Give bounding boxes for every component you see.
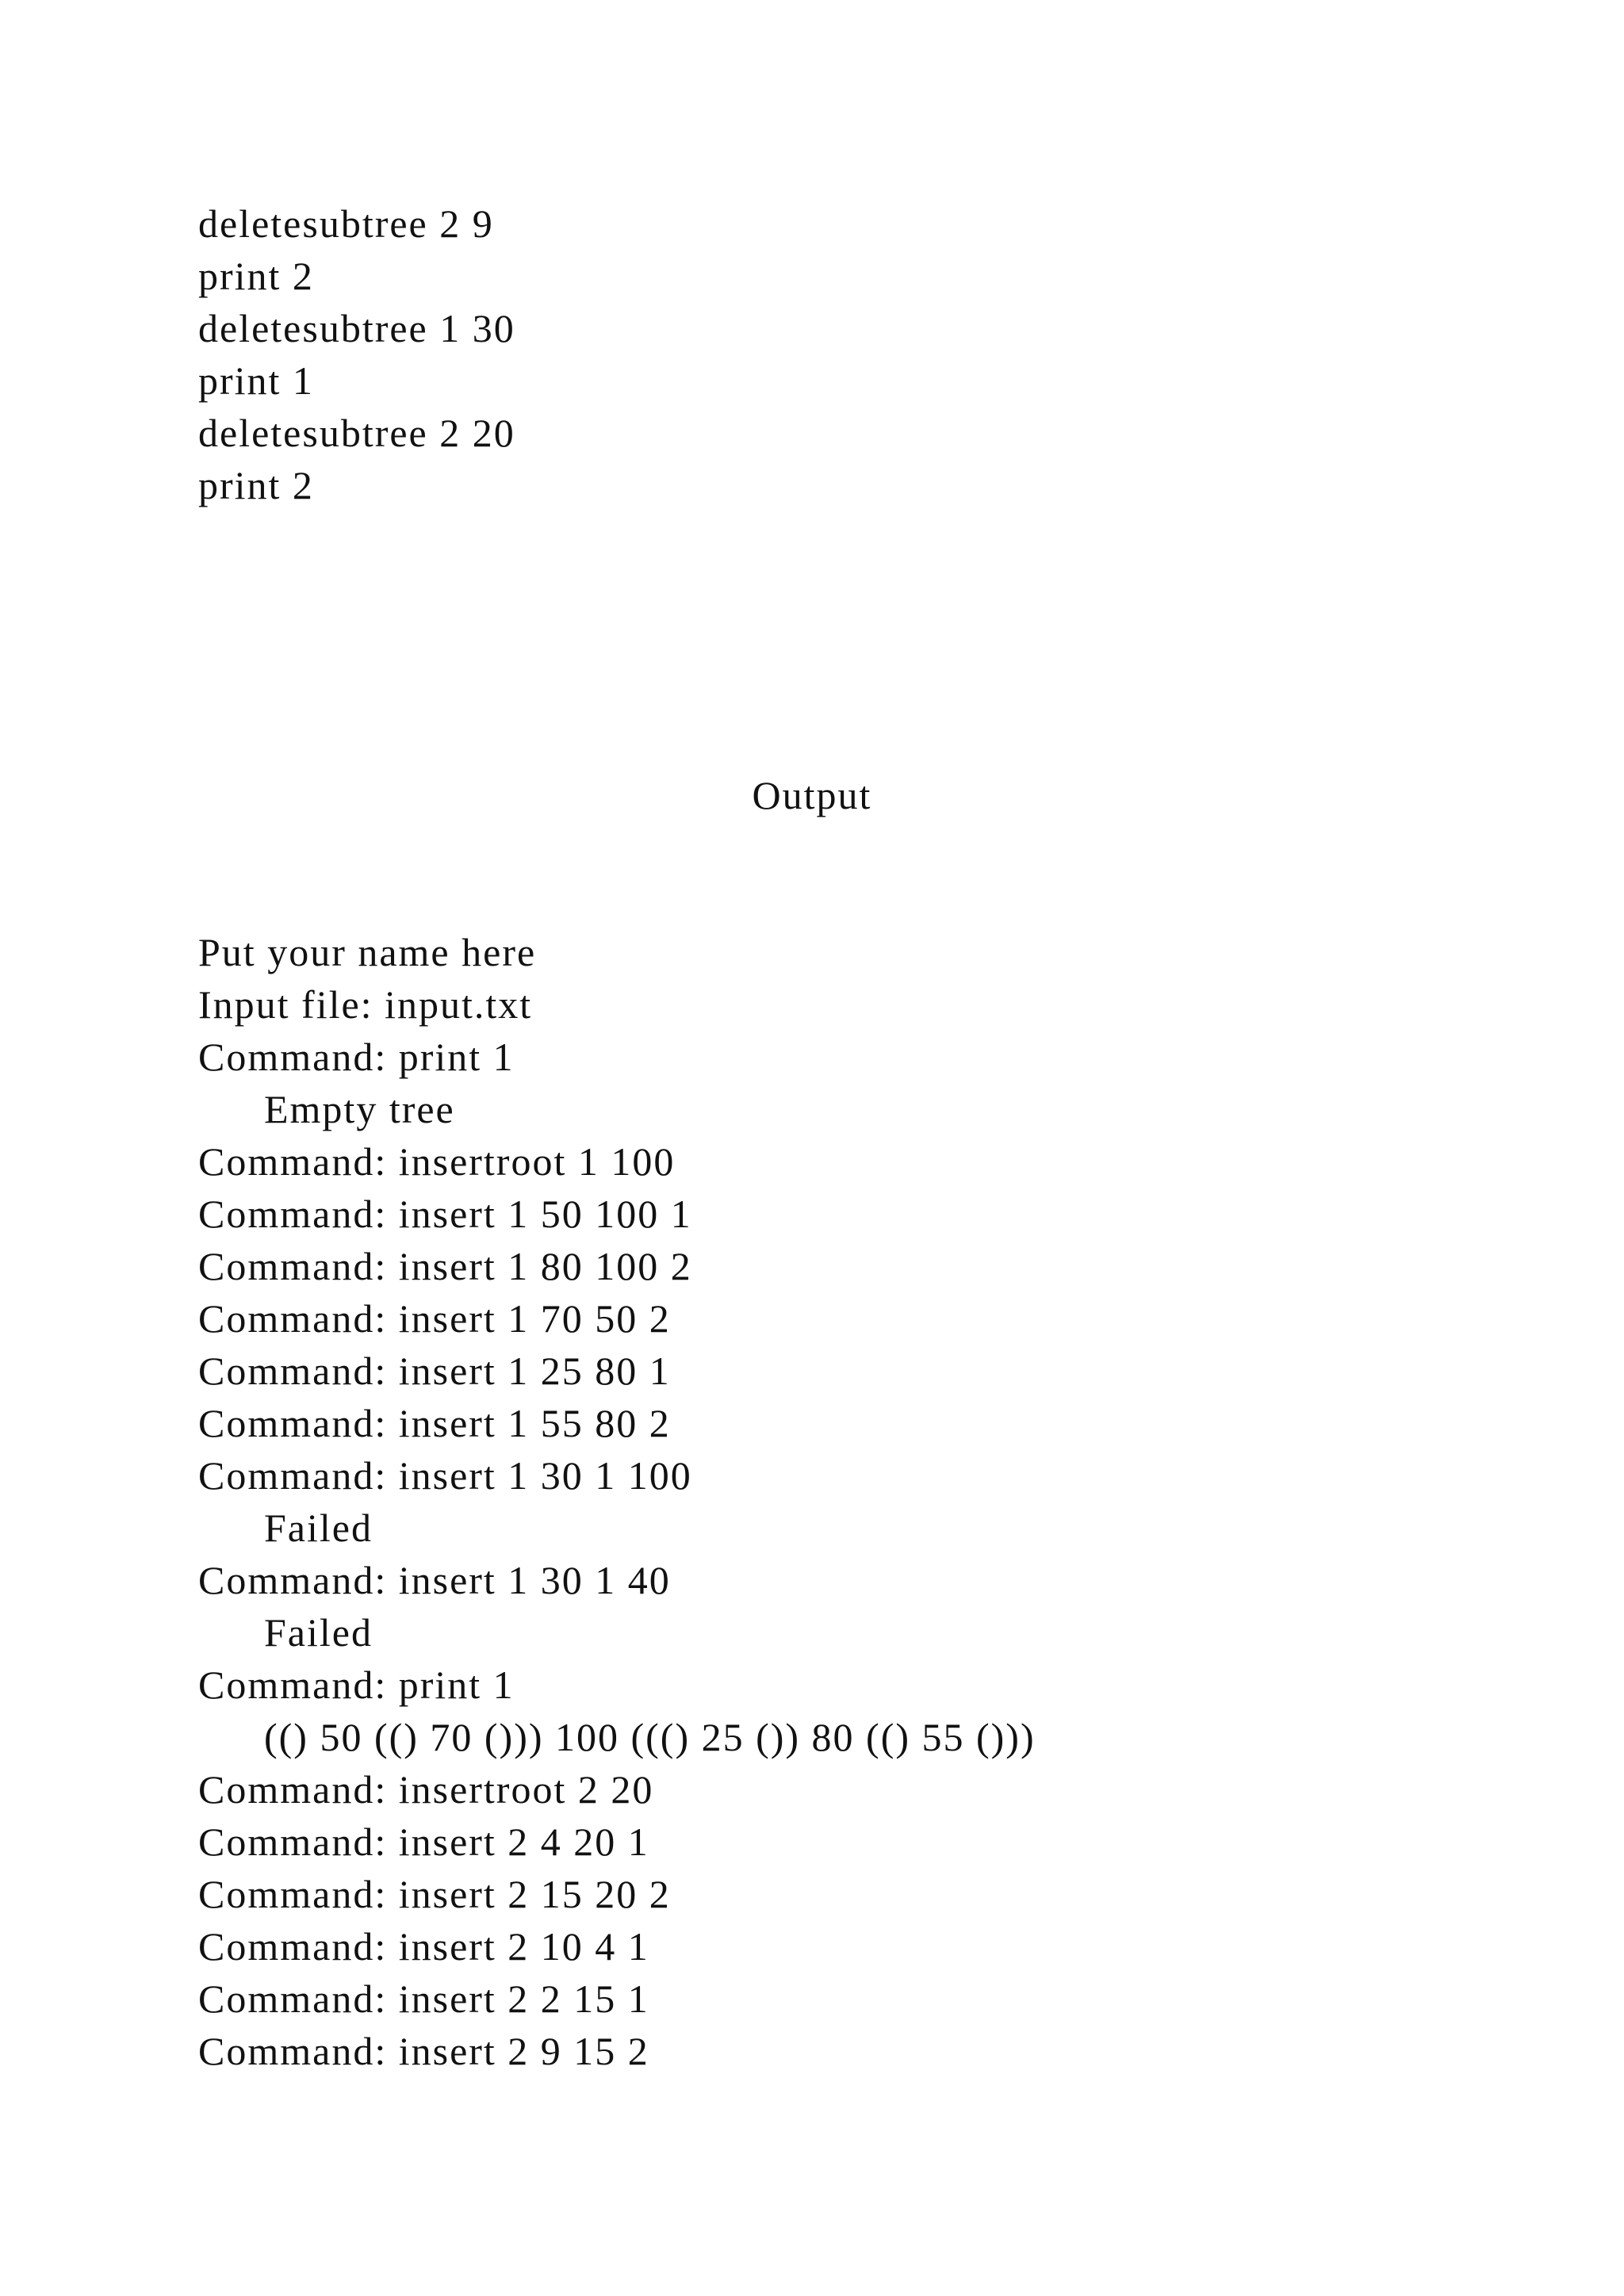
- input-line: print 2: [198, 254, 314, 298]
- output-line: Command: insert 1 25 80 1: [198, 1349, 671, 1393]
- output-line: Command: insert 2 2 15 1: [198, 1976, 649, 2021]
- output-line: (() 50 (() 70 ())) 100 ((() 25 ()) 80 (() 55 ())): [264, 1715, 1036, 1759]
- output-line: Put your name here: [198, 930, 537, 974]
- output-line: Command: insert 2 15 20 2: [198, 1872, 671, 1916]
- output-line: Command: insert 1 30 1 100: [198, 1453, 692, 1498]
- output-line: Command: insert 2 10 4 1: [198, 1924, 649, 1969]
- output-line: Command: insert 1 80 100 2: [198, 1244, 692, 1288]
- output-line: Command: insert 1 30 1 40: [198, 1558, 671, 1602]
- output-line: Failed: [264, 1506, 373, 1550]
- output-line: Command: insert 1 70 50 2: [198, 1296, 671, 1341]
- input-line: print 1: [198, 358, 314, 403]
- output-line: Input file: input.txt: [198, 982, 533, 1027]
- output-line: Command: insert 1 50 100 1: [198, 1192, 692, 1236]
- input-line: deletesubtree 1 30: [198, 306, 515, 350]
- output-line: Command: print 1: [198, 1663, 515, 1707]
- output-line: Command: print 1: [198, 1035, 515, 1079]
- output-line: Command: insertroot 1 100: [198, 1139, 676, 1184]
- output-heading: Output: [752, 773, 872, 817]
- output-line: Command: insertroot 2 20: [198, 1767, 654, 1812]
- output-line: Command: insert 1 55 80 2: [198, 1401, 671, 1445]
- input-line: deletesubtree 2 9: [198, 201, 494, 246]
- output-line: Command: insert 2 9 15 2: [198, 2029, 649, 2073]
- input-commands: [198, 197, 515, 511]
- output-listing: [198, 926, 1036, 2077]
- output-line: Empty tree: [264, 1087, 455, 1131]
- input-line: print 2: [198, 463, 314, 507]
- input-line: deletesubtree 2 20: [198, 411, 515, 455]
- output-line: Command: insert 2 4 20 1: [198, 1820, 649, 1864]
- output-line: Failed: [264, 1610, 373, 1655]
